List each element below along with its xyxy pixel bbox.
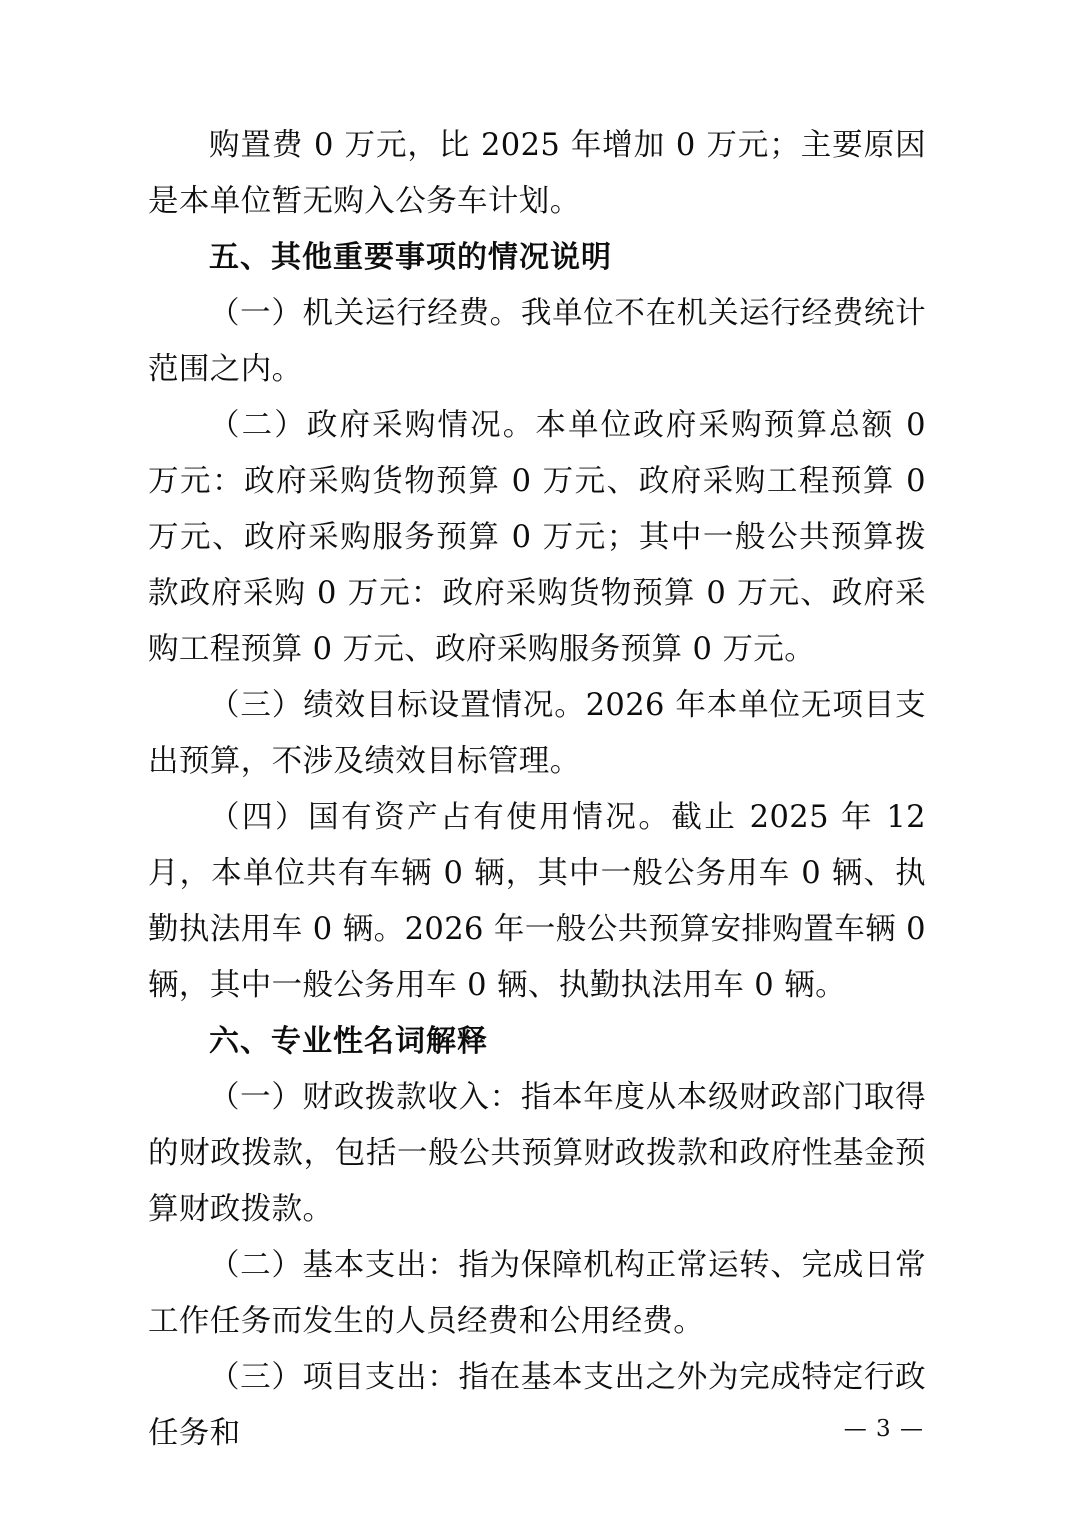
paragraph-term-basic-expenditure: （二）基本支出：指为保障机构正常运转、完成日常工作任务而发生的人员经费和公用经费。	[148, 1248, 926, 1339]
paragraph-state-assets: （四）国有资产占有使用情况。截止 2025 年 12 月，本单位共有车辆 0 辆，其中一般公务用车 0 辆、执勤执法用车 0 辆。2026 年一般公共预算安排购置车辆 0 辆，其中一般公务用车 0 辆、执勤执法用车 0 辆。	[148, 800, 926, 1003]
page-number: — 3 —	[843, 1416, 924, 1442]
paragraph-term-fiscal-appropriation-income: （一）财政拨款收入：指本年度从本级财政部门取得的财政拨款，包括一般公共预算财政拨款和政府性基金预算财政拨款。	[148, 1080, 926, 1227]
heading-section-six: 六、专业性名词解释	[209, 1024, 488, 1059]
heading-section-five: 五、其他重要事项的情况说明	[209, 240, 612, 275]
paragraph-agency-operating-funds: （一）机关运行经费。我单位不在机关运行经费统计范围之内。	[148, 296, 926, 387]
paragraph-term-project-expenditure: （三）项目支出：指在基本支出之外为完成特定行政任务和	[148, 1360, 926, 1451]
paragraph-performance-target: （三）绩效目标设置情况。2026 年本单位无项目支出预算，不涉及绩效目标管理。	[148, 688, 926, 779]
document-body	[148, 118, 926, 1462]
paragraph-purchase-cost: 购置费 0 万元，比 2025 年增加 0 万元；主要原因是本单位暂无购入公务车计划。	[148, 128, 926, 219]
paragraph-government-procurement: （二）政府采购情况。本单位政府采购预算总额 0 万元：政府采购货物预算 0 万元、政府采购工程预算 0 万元、政府采购服务预算 0 万元；其中一般公共预算拨款政府采购 0 万元：政府采购货物预算 0 万元、政府采购工程预算 0 万元、政府采购服务预算 0 万元。	[148, 408, 926, 667]
